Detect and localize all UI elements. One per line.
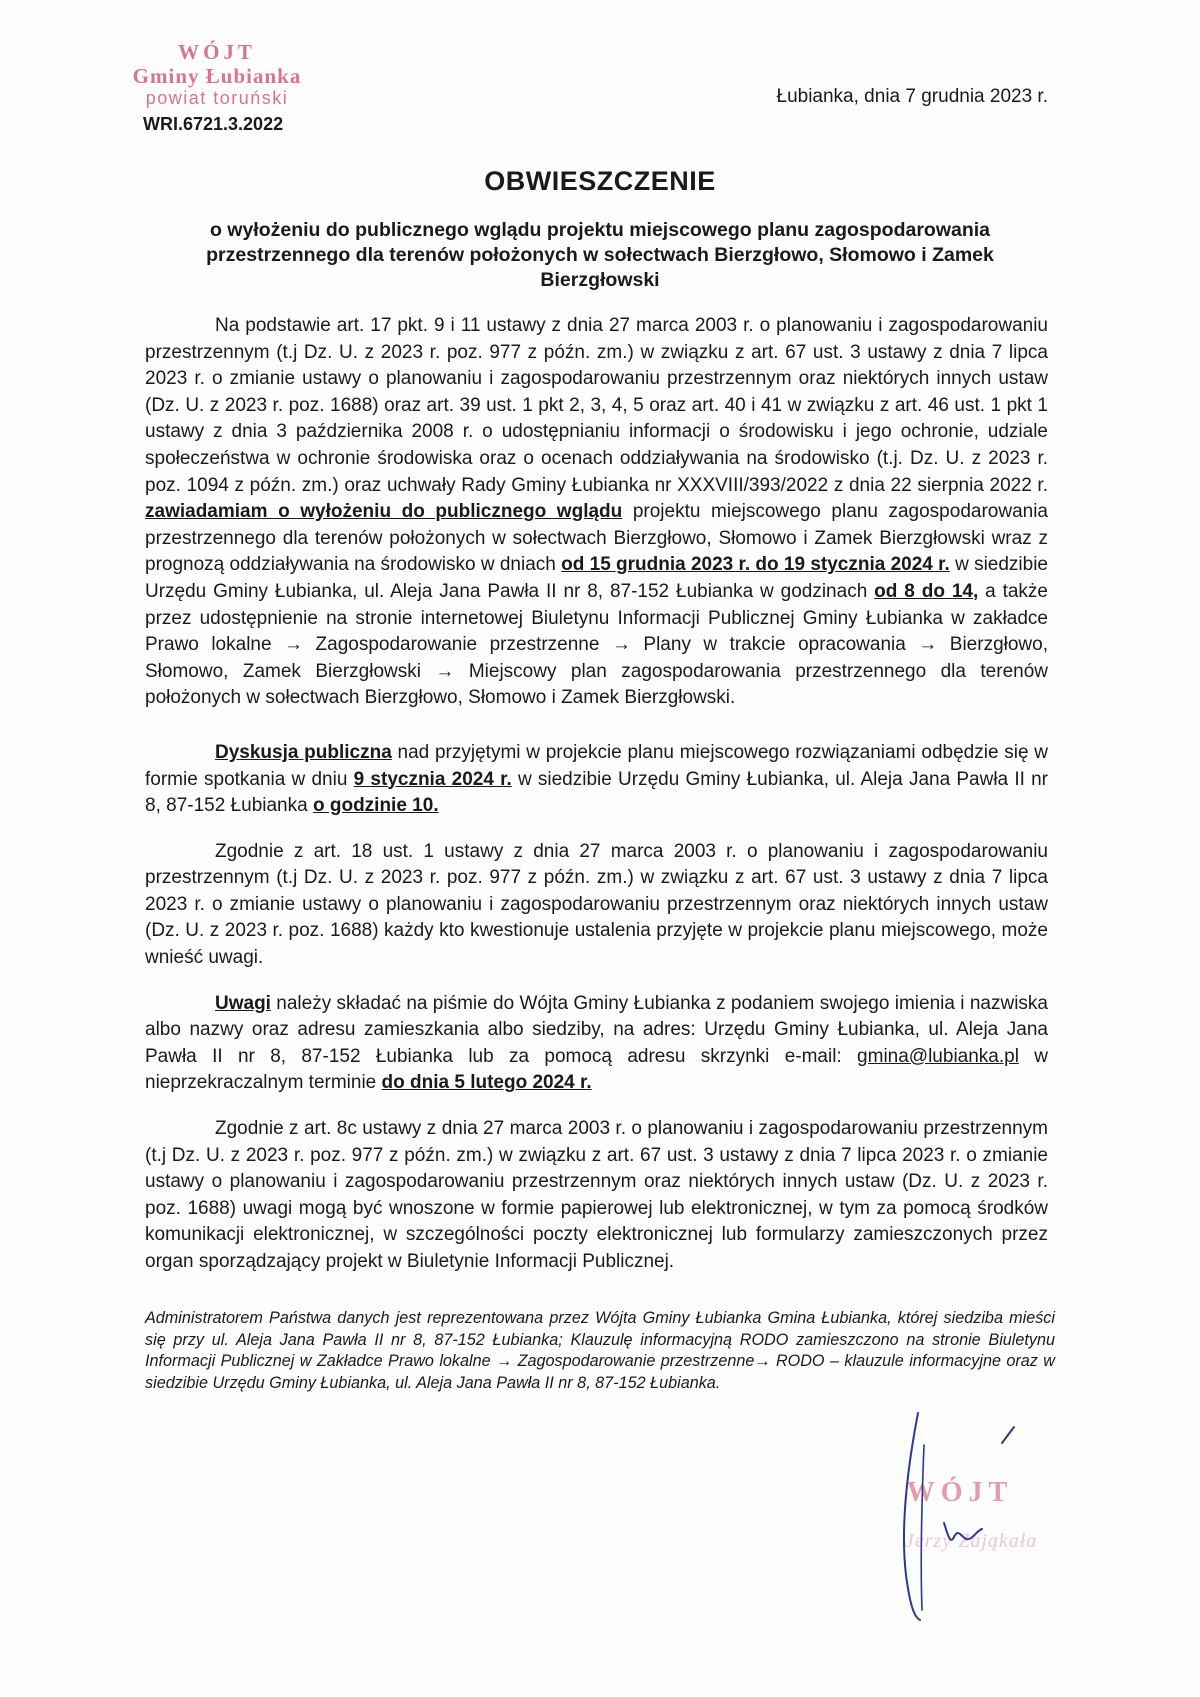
paragraph-comment-form: [145, 1116, 1048, 1276]
text-segment: w siedzibie Urzędu Gminy Łubianka, ul. Aleja Jana Pawła II nr 8, 87-152 Łubianka: [145, 768, 1048, 817]
text-segment: w siedzibie Urzędu Gminy Łubianka, ul. Aleja Jana Pawła II nr 8, 87-152 Łubianka w godzinach: [145, 554, 1048, 602]
text-segment: Na podstawie art. 17 pkt. 9 i 11 ustawy z dnia 27 marca 2003 r. o planowaniu i zagospodarowaniu przestrzennym (t.j Dz. U. z 2023 r. poz. 977 z późn. zm.) w związku z art. 67 ust. 3 ustawy z dnia 7 lipca 2023 r. o zmianie ustawy o planowaniu i zagospodarowaniu przestrzennym oraz niektórych innych ustaw (Dz. U. z 2023 r. poz. 1688) oraz art. 39 ust. 1 pkt 2, 3, 4, 5 oraz art. 40 i 41 w związku z art. 46 ust. 1 pkt 1 ustawy z dnia 3 października 2008 r. o udostępnianiu informacji o środowisku i jego ochronie, udziale społeczeństwa w ochronie środowiska oraz o ocenach oddziaływania na środowisko (t.j. Dz. U. z 2023 r. poz. 1094 z późn. zm.) oraz uchwały Rady Gminy Łubianka nr XXXVIII/393/2022 z dnia 22 sierpnia 2022 r.: [145, 315, 1048, 496]
emphasis-hours: od 8 do 14,: [874, 580, 979, 602]
emphasis-segment: Dyskusja publiczna: [215, 741, 392, 763]
gdpr-notice: Administratorem Państwa danych jest reprezentowana przez Wójta Gminy Łubianka Gmina Łubianka, której siedziba mieści się przy ul. Aleja Jana Pawła II nr 8, 87-152 Łubianka; Klauzulę informacyjną RODO zamieszczono na stronie Biuletynu Informacji Publicznej w Zakładce Prawo lokalne → Zagospodarowanie przestrzenne→ RODO – klauzule informacyjne oraz w siedzibie Urzędu Gminy Łubianka, ul. Aleja Jana Pawła II nr 8, 87-152 Łubianka.: [145, 1309, 1055, 1392]
handwritten-signature: [880, 1405, 1070, 1625]
signature-stamp-title: WÓJT: [906, 1477, 1014, 1508]
document-body: [145, 313, 1048, 1295]
text-segment: Zgodnie z art. 8c ustawy z dnia 27 marca 2003 r. o planowaniu i zagospodarowaniu przestrzennym (t.j Dz. U. z 2023 r. poz. 977 z późn. zm.) w związku z art. 67 ust. 3 ustawy z dnia 7 lipca 2023 r. o zmianie ustawy o planowaniu i zagospodarowaniu przestrzennym oraz niektórych innych ustaw (Dz. U. z 2023 r. poz. 1688) uwagi mogą być wnoszone w formie papierowej lub elektronicznej, w tym za pomocą środków komunikacji elektronicznej, w szczególności poczty elektronicznej lub formularzy zamieszczonych przez organ sporządzający projekt w Biuletynie Informacji Publicznej.: [145, 1118, 1048, 1272]
text-segment: a także przez udostępnienie na stronie internetowej Biuletynu Informacji Publicznej Gminy Łubianka w zakładce Prawo lokalne → Zagospodarowanie przestrzenne → Plany w trakcie opracowania → Bierzgłowo, Słomowo, Zamek Bierzgłowski → Miejscowy plan zagospodarowania przestrzennego dla terenów położonych w sołectwach Bierzgłowo, Słomowo i Zamek Bierzgłowski.: [145, 580, 1048, 709]
text-segment: należy składać na piśmie do Wójta Gminy Łubianka z podaniem swojego imienia i nazwiska albo nazwy oraz adresu zamieszkania albo siedziby, na adres: Urzędu Gminy Łubianka, ul. Aleja Jana Pawła II nr 8, 87-152 Łubianka lub za pomocą adresu skrzynki e-mail:: [145, 992, 1048, 1067]
place-and-date: Łubianka, dnia 7 grudnia 2023 r.: [776, 86, 1048, 107]
emphasis-segment: Uwagi: [215, 992, 271, 1014]
stamp-line-municipality: Gminy Łubianka: [132, 64, 302, 89]
signature-stamp-name: Jerzy Zająkała: [905, 1530, 1038, 1552]
document-subtitle: o wyłożeniu do publicznego wglądu projektu miejscowego planu zagospodarowania przestrzennego dla terenów położonych w sołectwach Bierzgłowo, Słomowo i Zamek Bierzgłowski: [206, 219, 994, 291]
paragraph-how-to-comment: [145, 991, 1048, 1097]
emphasis-deadline: do dnia 5 lutego 2024 r.: [381, 1072, 592, 1094]
reference-number: WRI.6721.3.2022: [143, 114, 284, 134]
text-segment: Zgodnie z art. 18 ust. 1 ustawy z dnia 27 marca 2003 r. o planowaniu i zagospodarowaniu przestrzennym (t.j Dz. U. z 2023 r. poz. 977 z późn. zm.) w związku z art. 67 ust. 3 ustawy z dnia 7 lipca 2023 r. o zmianie ustawy o planowaniu i zagospodarowaniu przestrzennym oraz niektórych innych ustaw (Dz. U. z 2023 r. poz. 1688) każdy kto kwestionuje ustalenia przyjęte w projekcie planu miejscowego, może wnieść uwagi.: [145, 840, 1048, 969]
office-stamp: [112, 40, 322, 109]
emphasis-date: 9 stycznia 2024 r.: [353, 768, 512, 790]
text-segment: w nieprzekraczalnym terminie: [145, 1045, 1049, 1094]
text-segment: projektu miejscowego planu zagospodarowania przestrzennego dla terenów położonych w sołectwach Bierzgłowo, Słomowo i Zamek Bierzgłowski wraz z prognozą oddziaływania na środowisko w dniach: [145, 501, 1048, 576]
paragraph-right-to-comment: [145, 839, 1048, 972]
stamp-line-county: powiat toruński: [145, 88, 289, 109]
emphasis-time: o godzinie 10.: [312, 795, 439, 817]
emphasis-dates: od 15 grudnia 2023 r. do 19 stycznia 2024 r.: [561, 554, 950, 576]
stamp-line-title: WÓJT: [178, 40, 256, 64]
email-link[interactable]: gmina@lubianka.pl: [857, 1045, 1019, 1067]
paragraph-legal-basis: [145, 313, 1048, 712]
document-title: OBWIESZCZENIE: [484, 166, 716, 196]
paragraph-public-discussion: [145, 740, 1048, 820]
emphasis-segment: zawiadamiam o wyłożeniu do publicznego wglądu: [145, 501, 623, 523]
text-segment: nad przyjętymi w projekcie planu miejscowego rozwiązaniami odbędzie się w formie spotkania w dniu: [145, 741, 1048, 790]
